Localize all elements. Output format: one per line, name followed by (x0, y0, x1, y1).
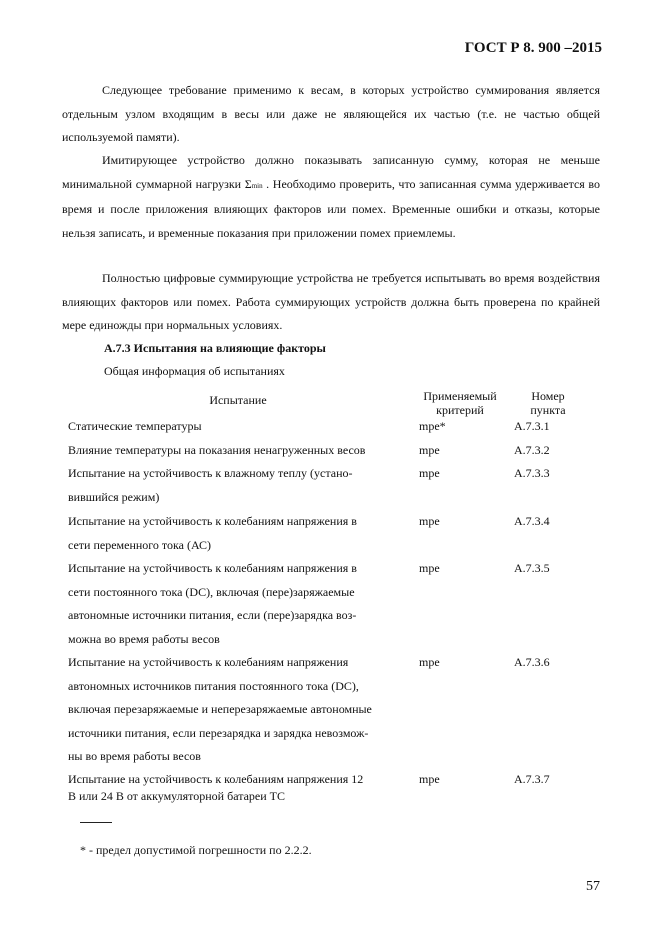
table-row-5-line-3: автономные источники питания, если (пере)зарядка воз- (68, 608, 357, 622)
table-row-3-number: А.7.3.3 (514, 466, 550, 480)
table-row-4-test (68, 510, 408, 557)
table-row-1-line-1: Статические температуры (68, 419, 202, 433)
table-row-6-line-2: автономных источников питания постоянного тока (DC), (68, 678, 359, 693)
table-row-6-line-3: включая перезаряжаемые и неперезаряжаемые автономные (68, 702, 372, 716)
paragraph-1-text: Следующее требование применимо к весам, в которых устройство суммирования является отдельным узлом входящим в весы или даже не являющейся их частью (т.е. не частью общей используемой памяти). (62, 83, 600, 144)
header-criterion-line2: критерий (436, 403, 484, 417)
table-row-3-line-2: вившийся режим) (68, 489, 160, 504)
table-row-5-test (68, 557, 408, 651)
table-row-5-line-1: Испытание на устойчивость к колебаниям напряжения в (68, 561, 357, 575)
footnote: * - предел допустимой погрешности по 2.2.2. (80, 843, 312, 857)
table-row-6-line-4: источники питания, если перезарядка и зарядка невозмож- (68, 725, 369, 740)
sigma-symbol: Σ (244, 176, 252, 191)
paragraph-2-text (62, 149, 600, 245)
header-number (512, 389, 584, 417)
header-number-line1: Номер (531, 389, 565, 403)
section-subtitle: Общая информация об испытаниях (104, 364, 285, 378)
footnote-divider (80, 822, 112, 823)
table-row-4-line-1: Испытание на устойчивость к колебаниям напряжения в (68, 514, 357, 528)
table-row-4-number: А.7.3.4 (514, 514, 550, 528)
table-row-5-criterion: mpe (419, 561, 440, 575)
table-row-6-number: А.7.3.6 (514, 655, 550, 669)
table-row-2-test (68, 439, 408, 463)
header-criterion (410, 389, 510, 417)
paragraph-3-text: Полностью цифровые суммирующие устройства не требуется испытывать во время воздействия влияющих факторов или помех. Работа суммирующих устройств должна быть проверена по крайней мере единожды при нормальных условиях. (62, 271, 600, 332)
paragraph-2-start: Имитирующее устройство должно показывать записанную сумму, которая не меньше минимальной суммарной нагрузки (62, 153, 600, 191)
table-row-1-number: А.7.3.1 (514, 419, 550, 433)
table-row-3-criterion: mpe (419, 466, 440, 480)
table-row-4-criterion: mpe (419, 514, 440, 528)
table-row-6-line-5: ны во время работы весов (68, 749, 201, 763)
header-test: Испытание (209, 393, 267, 407)
table-row-5-line-2: сети постоянного тока (DC), включая (пере)заряжаемые (68, 584, 355, 599)
table-row-7-line-1: Испытание на устойчивость к колебаниям напряжения 12 (68, 772, 364, 786)
table-row-1-criterion: mpe* (419, 419, 446, 433)
table-row-6-criterion: mpe (419, 655, 440, 669)
table-row-7-criterion: mpe (419, 772, 440, 786)
table-row-2-criterion: mpe (419, 443, 440, 457)
paragraph-2-rest: . Необходимо проверить, что записанная сумма удерживается во время и после приложения влияющих факторов или помех. Временные ошибки и отказы, которые нельзя записать, и временные показания при приложении помех приемлемы. (62, 176, 600, 240)
header-criterion-line1: Применяемый (423, 389, 497, 403)
table-row-7-number: А.7.3.7 (514, 772, 550, 786)
header-number-line2: пункта (530, 403, 566, 417)
table-row-2-line-1: Влияние температуры на показания ненагруженных весов (68, 443, 366, 457)
page-number: 57 (586, 879, 600, 894)
table-row-4-line-2: сети переменного тока (АС) (68, 537, 212, 552)
table-row-6-test (68, 651, 408, 769)
table-row-1-test (68, 415, 408, 439)
paragraph-2 (62, 149, 600, 245)
table-row-5-number: А.7.3.5 (514, 561, 550, 575)
sigma-subscript: min (251, 181, 263, 190)
table-row-6-line-1: Испытание на устойчивость к колебаниям напряжения (68, 655, 349, 669)
paragraph-3 (62, 267, 600, 338)
table-row-7-line-2: В или 24 В от аккумуляторной батареи ТС (68, 789, 286, 803)
document-header: ГОСТ Р 8. 900 –2015 (464, 40, 602, 56)
table-row-7-test (68, 771, 408, 805)
table-row-3-test (68, 462, 408, 509)
table-row-3-line-1: Испытание на устойчивость к влажному теплу (устано- (68, 466, 353, 480)
table-row-5-line-4: можна во время работы весов (68, 631, 220, 646)
section-title: А.7.3 Испытания на влияющие факторы (104, 341, 326, 355)
paragraph-1 (62, 79, 600, 150)
table-row-2-number: А.7.3.2 (514, 443, 550, 457)
